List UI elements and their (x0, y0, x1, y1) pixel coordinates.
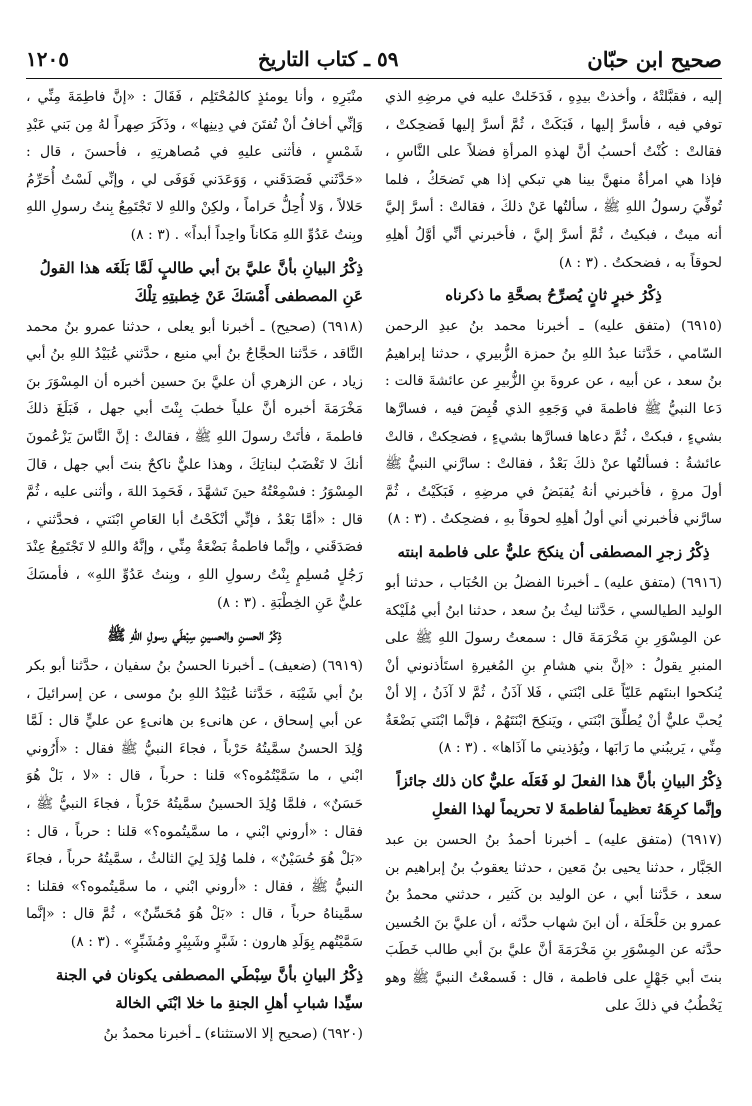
hadith-paragraph: (٦٩١٦) (متفق عليه) ـ أخبرنا الفضلُ بن الحُبَاب ، حدثنا أبو الوليد الطيالسي ، حَدَّثنا ليثُ بنُ سعد ، حدثنا ابنُ أبي مُلَيْكة عن المِسْوَرِ بنِ مَخْرَمَةَ قال : سمعتُ رسولَ اللهِ ﷺ على المنبرِ يقولُ : «إنَّ بني هشامِ بنِ المُغيرةِ استَأذنوني أنْ يُنكحوا ابنتَهم عَليّاً عَلى ابْنَتي ، فَلا آذَنُ ، ثُمَّ لا آذَنُ ، إلا أنْ يُحبَّ عليٌّ أنْ يُطلِّقَ ابْنَتي ، ويَنكِحَ ابْنَتَهُمْ ، فإنَّما ابْنَتي بَضْعَةٌ مِنِّي ، يَريبُني ما رَابَها ، ويُؤذيني ما آذَاها» . (٣ : ٨) (385, 574, 722, 757)
hadith-paragraph: (٦٩١٨) (صحيح) ـ أخبرنا أبو يعلى ، حدثنا عمرو بنُ محمد النَّاقد ، حَدَّثنا الحجَّاجُ بنُ أبي منيع ، حدَّثني عُبَيْدُ اللهِ بنُ أبي زياد ، عن الزهري أن عليَّ بنَ حسين أخبره أن المِسْوَرَ بنَ مَخْرَمَةَ أخبره أنَّ علياً خطبَ بِنْتَ أبي جهل ، فَبَلَغَ ذلكَ فاطمةَ ، فأتَتْ رسولَ اللهِ ﷺ ، فقالتْ : إنَّ النَّاسَ يَزْعُمونَ أنكَ لا تَغْضَبُ لبناتِكَ ، وهذا عليٌّ ناكحٌ بنتَ أبي جهل ، قالَ المِسْوَرُ : فسْمِعْتُهُ حينَ تَشهَّدَ ، فَحَمِدَ اللهَ ، وأثنى عليه ، ثُمَّ قال : «أمَّا بَعْدُ ، فإنِّي أنْكَحْتُ أبا العَاصِ ابْنَتي ، فحدَّثني ، فصَدَقَني ، وإنَّما فاطمةُ بَضْعَةٌ مِنِّي ، وإنَّهُ واللهِ لا تَجْتَمِعُ عِنْدَ رَجُلٍ مُسلِمٍ بِنْتُ رسولِ اللهِ ، وبِنتُ عَدُوِّ اللهِ» ، فأمسَكَ عليٌّ عَنِ الخِطْبَةِ . (٣ : ٨) (26, 318, 363, 611)
hadith-paragraph: (٦٩١٧) (متفق عليه) ـ أخبرنا أحمدُ بنُ الحسن بن عبد الجَبَّار ، حدثنا يحيى بنُ مَعين ، حدثنا يعقوبُ بنُ إبراهيم بن سعد ، حَدَّثنا أبي ، عن الوليد بن كَثير ، حدثني محمدُ بنُ عمرو بن حَلْحَلَة ، أن ابنَ شهاب حدَّثه ، أن عليَّ بنَ الحُسين حدَّثه عن المِسْوَرِ بنِ مَخْرَمَةَ أنَّ عليَّ بنَ أبي طالب خَطَبَ بنتَ أبي جَهْلٍ على فاطمة ، قال : فَسمعْتُ النبيَّ ﷺ وهو يَخْطُبُ في ذلكَ على (385, 832, 722, 1014)
section-heading: ذِكْرُ الحسنِ والحسينِ سِبْطَي رسولِ اللهِ ﷺ (107, 626, 282, 645)
section-heading: ذِكْرُ البيانِ بأنَّ هذا الفعلَ لو فَعَلَه عليٌّ كان ذلك جائزاً وإنَّما كرِهَهُ تعظيماً لفاطمةَ لا تحريماً لهذا الفعلِ (396, 772, 722, 819)
page-number: ١٢٠٥ (26, 47, 69, 71)
section-heading: ذِكْرُ زجرِ المصطفى أن ينكحَ عليٌّ على فاطمة ابنته (397, 542, 710, 561)
section-heading: ذِكْرُ خبرٍ ثانٍ يُصرِّحُ بصحَّةِ ما ذكرناه (445, 286, 662, 305)
hadith-paragraph: منْبَرِهِ ، وأنا يومئذٍ كالمُحْتَلِم ، فَقَالَ : «إنَّ فاطِمَةَ مِنِّي ، وَإنِّي أخافُ أنْ تُفتَنَ في دِينِها» ، وذَكَرَ صِهراً لهُ مِن بَني عَبْدِ شَمْسٍ ، فأثنى عليهِ في مُصاهرتِهِ ، فأحسنَ ، قال : «حَدَّثَني فَصَدَقَني ، وَوَعَدَني فَوَفَى لي ، وإنِّي لَسْتُ أُحَرِّمُ حَلالاً ، وَلا أُحِلُّ حَراماً ، ولكِنْ واللهِ لا تَجْتَمِعُ بِنتُ رسولِ اللهِ وبِنتُ عَدُوِّ اللهِ مَكاناً واحِداً أبداً» . (٣ : ٨) (26, 89, 363, 243)
text-columns (26, 84, 722, 1106)
section-heading: ذِكْرُ البيانِ بأنَّ سِبْطَي المصطفى يكونان في الجنة سيِّدا شبابِ أهلِ الجنةِ ما خلا ابْنَي الخالة (55, 965, 363, 1012)
hadith-paragraph: (٦٩١٥) (متفق عليه) ـ أخبرنا محمد بنُ عبدِ الرحمن السّامي ، حَدَّثنا عبدُ اللهِ بنُ حمزة الزُّبيري ، حدثنا إبراهيمُ بنُ سعد ، عن أبيه ، عن عروةَ بنِ الزُّبيرِ عن عائشةَ قالت : دَعا النبيُّ ﷺ فاطمةَ في وَجَعِهِ الذي قُبِضَ فيه ، فسارَّها بشيءٍ ، فبكتْ ، ثُمَّ دعاها فسارَّها بشيءٍ ، فضحِكتْ ، قالتْ عائشةُ : فسألتُها عنْ ذلكَ بَعْدُ ، فقالتْ : سارَّني النبيُّ ﷺ أولَ مرةٍ ، فأخبرني أنهُ يُقبَضُ في مرضِهِ ، فَبَكَيْتُ ، ثُمَّ سارَّني فأخبرني أني أولُ أهلِهِ لحوقاً بهِ ، فضحِكتُ . (٣ : ٨) (385, 318, 722, 528)
right-column (385, 84, 722, 1106)
chapter-title: ٥٩ ـ كتاب التاريخ (257, 47, 399, 71)
hadith-paragraph: (٦٩٢٠) (صحيح إلا الاستثناء) ـ أخبرنا محمدُ بنُ (103, 1025, 363, 1042)
hadith-paragraph: (٦٩١٩) (ضعيف) ـ أخبرنا الحسنُ بنُ سفيان ، حدَّثنا أبو بكر بنُ أبي شَيْبَة ، حَدَّثنا عُبَيْدُ اللهِ بنُ موسى ، عن إسرائيلَ ، عن أبي إسحاق ، عن هانىءِ بن هانىءٍ عن عليٍّ قال : لَمَّا وُلِدَ الحسنُ سمَّيتُهُ حَرْباً ، فجاءَ النبيُّ ﷺ فقال : «أَرُوني ابْني ، ما سَمَّيْتُمُوه؟» قلنا : حرباً ، قال : «لا ، بَلْ هُوَ حَسَنٌ» ، فلمَّا وُلِدَ الحسينُ سمَّيتُهُ حَرْباً ، فجاءَ النبيُّ ﷺ ، فقال : «أروني ابْني ، ما سمَّيتُموه؟» قلنا : حرباً ، قال : «بَلْ هُوَ حُسَيْنٌ» ، فلما وُلِدَ لِيَ الثالثُ ، سمَّيتُهُ حرباً ، فجاءَ النبيُّ ﷺ ، فقال : «أروني ابْني ، ما سمَّيتُموه؟» فقلنا : سمَّيناهُ حرباً ، قال : «بَلْ هُوَ مُحَسِّنٌ» ، ثُمَّ قال : «إنَّما سَمَّيْتُهم بِوَلَدِ هارون : شَبَّرٍ وشَبِيْرٍ ومُشَبِّرٍ» . (٣ : ٨) (26, 658, 363, 951)
book-title: صحيح ابن حبّان (587, 46, 722, 72)
running-header (26, 40, 722, 79)
left-column (26, 84, 363, 1106)
hadith-paragraph: إليه ، فقبَّلتْهُ ، وأخذتْ بيدِهِ ، فَدَخَلتْ عليه في مرضِهِ الذي توفي فيه ، فأسرَّ إليها ، فَبَكَتْ ، ثُمَّ أسرَّ إليها فَضحِكتْ ، فقالتْ : كُنْتُ أحسبُ أنَّ لهذهِ المرأةِ فضلاً على النَّاسِ ، فإذا هي امرأةٌ منهنَّ بينا هي تبكي إذا هي تَضحَكُ ، فلما تُوفِّيَ رسولُ اللهِ ﷺ ، سألتُها عَنْ ذلكَ ، فقالتْ : أسرَّ إليَّ أنه ميتٌ ، فبكيتُ ، ثُمَّ أسرَّ إليَّ ، فأخبرني أنِّي أوَّلُ أهلِهِ لحوقاً به ، فضحكتُ . (٣ : ٨) (385, 89, 722, 271)
section-heading: ذِكْرُ البيانِ بأنَّ عليَّ بنَ أبي طالبٍ لَمَّا بَلَغَه هذا القولُ عَنِ المصطفى أَمْسَكَ عَنْ خِطبتِهِ تِلْكَ (39, 258, 363, 305)
